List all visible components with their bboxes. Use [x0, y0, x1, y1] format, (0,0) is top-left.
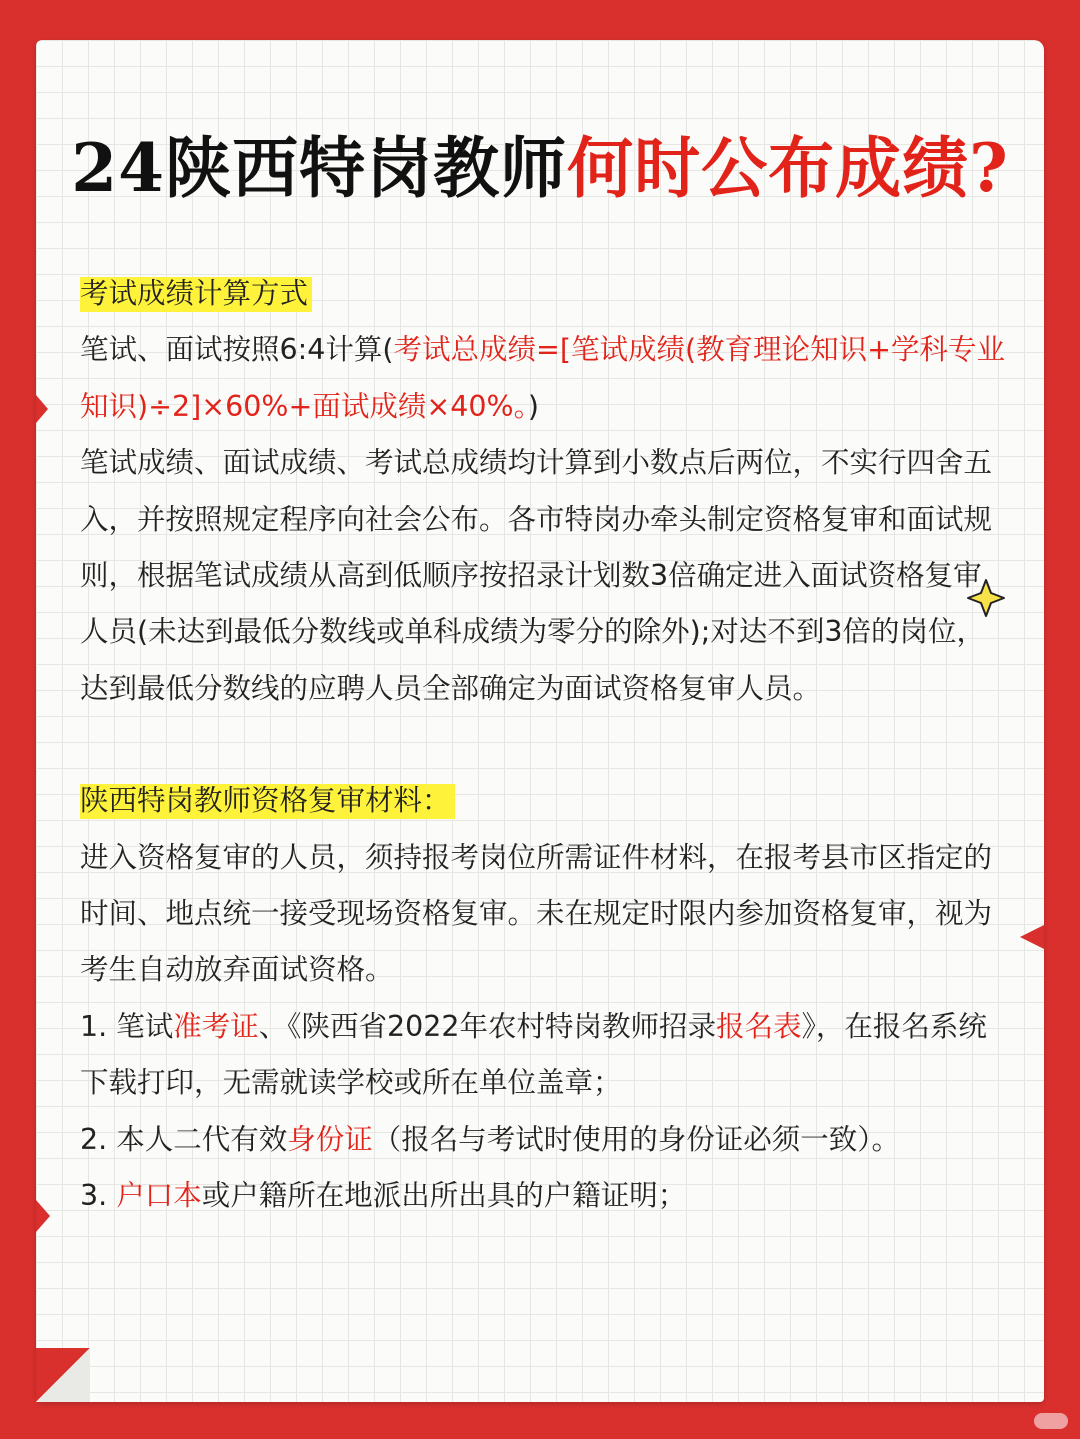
material-item-2	[80, 1112, 1010, 1168]
section1-heading-line	[80, 266, 1010, 322]
paper-tear-right	[1020, 925, 1044, 949]
score-rules-paragraph: 笔试成绩、面试成绩、考试总成绩均计算到小数点后两位，不实行四舍五入，并按照规定程序向社会公布。各市特岗办牵头制定资格复审和面试规则，根据笔试成绩从高到低顺序按招录计划数3倍确定进入面试资格复审人员(未达到最低分数线或单科成绩为零分的除外);对达不到3倍的岗位，达到最低分数线的应聘人员全部确定为面试资格复审人员。	[80, 446, 993, 705]
item1-suffix: 》，在报名系统下载打印，无需就读学校或所在单位盖章；	[80, 1009, 987, 1100]
formula-suffix: )	[527, 389, 539, 423]
article-body	[80, 266, 1010, 1225]
id-card-highlight: 身份证	[287, 1122, 373, 1156]
paper-tear-left-lower	[36, 1200, 50, 1232]
item2-suffix: （报名与考试时使用的身份证必须一致）。	[372, 1122, 901, 1156]
material-item-3	[80, 1168, 1010, 1224]
title-part-black: 24陕西特岗教师	[71, 129, 568, 208]
page-title	[60, 122, 1020, 214]
section2-heading: 陕西特岗教师资格复审材料：	[80, 784, 455, 819]
sparkle-star-icon	[966, 578, 1006, 618]
section2-heading-line	[80, 773, 1010, 829]
watermark-badge	[1034, 1413, 1068, 1429]
item3-suffix: 或户籍所在地派出所出具的户籍证明；	[201, 1179, 687, 1213]
material-item-1	[80, 999, 1010, 1112]
household-register-highlight: 户口本	[116, 1179, 202, 1213]
item1-mid: 、《陕西省2022年农村特岗教师招录	[258, 1009, 717, 1043]
formula-prefix: 笔试、面试按照6:4计算(	[80, 333, 394, 367]
item1-prefix: 1. 笔试	[80, 1009, 174, 1043]
item3-prefix: 3.	[80, 1179, 117, 1213]
page-curl-corner	[36, 1348, 90, 1402]
paper-tear-left	[36, 395, 48, 423]
review-intro-paragraph: 进入资格复审的人员，须持报考岗位所需证件材料，在报考县市区指定的时间、地点统一接受现场资格复审。未在规定时限内参加资格复审，视为考生自动放弃面试资格。	[80, 840, 993, 987]
admission-ticket-highlight: 准考证	[173, 1009, 259, 1043]
formula-text: 考试总成绩=[笔试成绩(教育理论知识+学科专业知识)÷2]×60%+面试成绩×40%。	[80, 333, 1005, 423]
section1-heading: 考试成绩计算方式	[80, 277, 312, 312]
score-formula-paragraph	[80, 322, 1010, 435]
item2-prefix: 2. 本人二代有效	[80, 1122, 288, 1156]
title-part-red: 何时公布成绩?	[567, 129, 1009, 208]
section-spacer	[80, 717, 1010, 773]
registration-form-highlight: 报名表	[716, 1009, 802, 1043]
